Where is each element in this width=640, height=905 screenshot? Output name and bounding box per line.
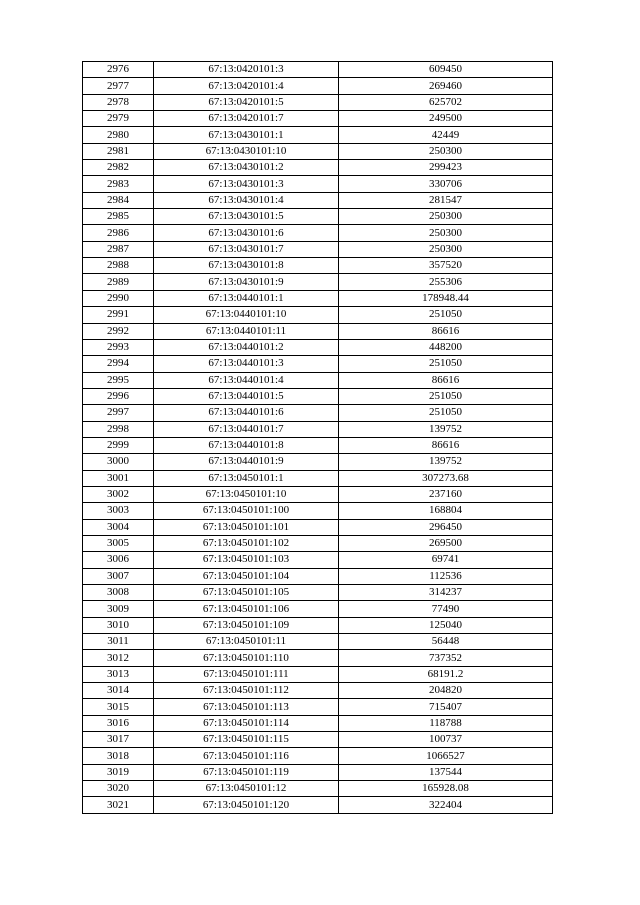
- value-cell: 100737: [339, 732, 553, 748]
- table-row: [83, 176, 553, 192]
- value-cell: 296450: [339, 519, 553, 535]
- cadastral-value-table: [82, 61, 553, 814]
- table-row: [83, 552, 553, 568]
- cadastral-number-cell: 67:13:0450101:102: [154, 535, 339, 551]
- value-cell: 269500: [339, 535, 553, 551]
- table-row: [83, 585, 553, 601]
- table-row: [83, 764, 553, 780]
- cadastral-number-cell: 67:13:0450101:114: [154, 715, 339, 731]
- value-cell: 139752: [339, 454, 553, 470]
- table-row: [83, 601, 553, 617]
- row-number-cell: 3015: [83, 699, 154, 715]
- value-cell: 448200: [339, 339, 553, 355]
- table-row: [83, 519, 553, 535]
- table-row: [83, 388, 553, 404]
- value-cell: 322404: [339, 797, 553, 813]
- row-number-cell: 2999: [83, 437, 154, 453]
- cadastral-number-cell: 67:13:0450101:11: [154, 634, 339, 650]
- row-number-cell: 2998: [83, 421, 154, 437]
- value-cell: 625702: [339, 94, 553, 110]
- row-number-cell: 2986: [83, 225, 154, 241]
- value-cell: 250300: [339, 225, 553, 241]
- value-cell: 251050: [339, 356, 553, 372]
- value-cell: 118788: [339, 715, 553, 731]
- cadastral-number-cell: 67:13:0450101:119: [154, 764, 339, 780]
- cadastral-number-cell: 67:13:0420101:3: [154, 62, 339, 78]
- value-cell: 165928.08: [339, 781, 553, 797]
- value-cell: 251050: [339, 388, 553, 404]
- cadastral-number-cell: 67:13:0440101:5: [154, 388, 339, 404]
- table-row: [83, 160, 553, 176]
- cadastral-number-cell: 67:13:0450101:110: [154, 650, 339, 666]
- value-cell: 281547: [339, 192, 553, 208]
- table-row: [83, 535, 553, 551]
- value-cell: 299423: [339, 160, 553, 176]
- row-number-cell: 2978: [83, 94, 154, 110]
- cadastral-number-cell: 67:13:0440101:8: [154, 437, 339, 453]
- value-cell: 86616: [339, 372, 553, 388]
- value-cell: 307273.68: [339, 470, 553, 486]
- cadastral-number-cell: 67:13:0430101:4: [154, 192, 339, 208]
- table-row: [83, 454, 553, 470]
- cadastral-number-cell: 67:13:0450101:101: [154, 519, 339, 535]
- row-number-cell: 3010: [83, 617, 154, 633]
- table-row: [83, 111, 553, 127]
- cadastral-number-cell: 67:13:0450101:106: [154, 601, 339, 617]
- cadastral-number-cell: 67:13:0440101:11: [154, 323, 339, 339]
- cadastral-number-cell: 67:13:0440101:4: [154, 372, 339, 388]
- row-number-cell: 3001: [83, 470, 154, 486]
- cadastral-number-cell: 67:13:0440101:9: [154, 454, 339, 470]
- table-row: [83, 241, 553, 257]
- value-cell: 125040: [339, 617, 553, 633]
- value-cell: 139752: [339, 421, 553, 437]
- value-cell: 204820: [339, 683, 553, 699]
- row-number-cell: 2991: [83, 307, 154, 323]
- value-cell: 42449: [339, 127, 553, 143]
- table-row: [83, 617, 553, 633]
- row-number-cell: 3016: [83, 715, 154, 731]
- table-row: [83, 94, 553, 110]
- row-number-cell: 2993: [83, 339, 154, 355]
- row-number-cell: 3018: [83, 748, 154, 764]
- value-cell: 314237: [339, 585, 553, 601]
- cadastral-number-cell: 67:13:0450101:112: [154, 683, 339, 699]
- row-number-cell: 3020: [83, 781, 154, 797]
- cadastral-number-cell: 67:13:0450101:104: [154, 568, 339, 584]
- row-number-cell: 2981: [83, 143, 154, 159]
- table-body: [83, 62, 553, 814]
- cadastral-number-cell: 67:13:0420101:5: [154, 94, 339, 110]
- cadastral-number-cell: 67:13:0450101:109: [154, 617, 339, 633]
- value-cell: 251050: [339, 307, 553, 323]
- table-row: [83, 715, 553, 731]
- cadastral-number-cell: 67:13:0430101:1: [154, 127, 339, 143]
- cadastral-number-cell: 67:13:0450101:111: [154, 666, 339, 682]
- cadastral-number-cell: 67:13:0430101:3: [154, 176, 339, 192]
- value-cell: 1066527: [339, 748, 553, 764]
- cadastral-number-cell: 67:13:0450101:12: [154, 781, 339, 797]
- row-number-cell: 3005: [83, 535, 154, 551]
- row-number-cell: 2985: [83, 209, 154, 225]
- value-cell: 178948.44: [339, 290, 553, 306]
- table-row: [83, 339, 553, 355]
- row-number-cell: 2990: [83, 290, 154, 306]
- cadastral-number-cell: 67:13:0440101:6: [154, 405, 339, 421]
- cadastral-number-cell: 67:13:0450101:120: [154, 797, 339, 813]
- table-row: [83, 748, 553, 764]
- value-cell: 68191.2: [339, 666, 553, 682]
- row-number-cell: 2989: [83, 274, 154, 290]
- value-cell: 69741: [339, 552, 553, 568]
- row-number-cell: 3014: [83, 683, 154, 699]
- row-number-cell: 2984: [83, 192, 154, 208]
- row-number-cell: 3019: [83, 764, 154, 780]
- table-row: [83, 405, 553, 421]
- cadastral-number-cell: 67:13:0450101:10: [154, 486, 339, 502]
- row-number-cell: 3011: [83, 634, 154, 650]
- value-cell: 237160: [339, 486, 553, 502]
- cadastral-number-cell: 67:13:0430101:7: [154, 241, 339, 257]
- table-row: [83, 683, 553, 699]
- table-row: [83, 78, 553, 94]
- row-number-cell: 3007: [83, 568, 154, 584]
- cadastral-number-cell: 67:13:0430101:9: [154, 274, 339, 290]
- value-cell: 330706: [339, 176, 553, 192]
- value-cell: 250300: [339, 209, 553, 225]
- value-cell: 715407: [339, 699, 553, 715]
- row-number-cell: 3013: [83, 666, 154, 682]
- cadastral-number-cell: 67:13:0450101:1: [154, 470, 339, 486]
- value-cell: 269460: [339, 78, 553, 94]
- cadastral-number-cell: 67:13:0450101:113: [154, 699, 339, 715]
- value-cell: 86616: [339, 437, 553, 453]
- row-number-cell: 2996: [83, 388, 154, 404]
- value-cell: 251050: [339, 405, 553, 421]
- row-number-cell: 2992: [83, 323, 154, 339]
- cadastral-number-cell: 67:13:0440101:7: [154, 421, 339, 437]
- table-row: [83, 62, 553, 78]
- value-cell: 56448: [339, 634, 553, 650]
- table-row: [83, 797, 553, 813]
- cadastral-number-cell: 67:13:0430101:8: [154, 258, 339, 274]
- row-number-cell: 2997: [83, 405, 154, 421]
- cadastral-number-cell: 67:13:0440101:10: [154, 307, 339, 323]
- row-number-cell: 3021: [83, 797, 154, 813]
- value-cell: 250300: [339, 241, 553, 257]
- table-row: [83, 421, 553, 437]
- table-row: [83, 781, 553, 797]
- table-row: [83, 372, 553, 388]
- cadastral-number-cell: 67:13:0440101:2: [154, 339, 339, 355]
- cadastral-number-cell: 67:13:0430101:6: [154, 225, 339, 241]
- row-number-cell: 2977: [83, 78, 154, 94]
- table-row: [83, 274, 553, 290]
- table-row: [83, 650, 553, 666]
- row-number-cell: 3003: [83, 503, 154, 519]
- value-cell: 77490: [339, 601, 553, 617]
- value-cell: 86616: [339, 323, 553, 339]
- row-number-cell: 2976: [83, 62, 154, 78]
- value-cell: 737352: [339, 650, 553, 666]
- cadastral-number-cell: 67:13:0420101:7: [154, 111, 339, 127]
- cadastral-number-cell: 67:13:0450101:103: [154, 552, 339, 568]
- row-number-cell: 2987: [83, 241, 154, 257]
- table-row: [83, 127, 553, 143]
- table-row: [83, 437, 553, 453]
- value-cell: 357520: [339, 258, 553, 274]
- table-row: [83, 192, 553, 208]
- table-row: [83, 209, 553, 225]
- cadastral-number-cell: 67:13:0430101:10: [154, 143, 339, 159]
- table-row: [83, 258, 553, 274]
- table-row: [83, 307, 553, 323]
- table-row: [83, 732, 553, 748]
- row-number-cell: 3004: [83, 519, 154, 535]
- cadastral-number-cell: 67:13:0450101:100: [154, 503, 339, 519]
- row-number-cell: 2982: [83, 160, 154, 176]
- value-cell: 249500: [339, 111, 553, 127]
- value-cell: 137544: [339, 764, 553, 780]
- row-number-cell: 2979: [83, 111, 154, 127]
- row-number-cell: 3017: [83, 732, 154, 748]
- table-row: [83, 699, 553, 715]
- table-row: [83, 568, 553, 584]
- value-cell: 609450: [339, 62, 553, 78]
- cadastral-number-cell: 67:13:0440101:3: [154, 356, 339, 372]
- row-number-cell: 3009: [83, 601, 154, 617]
- row-number-cell: 3000: [83, 454, 154, 470]
- table-row: [83, 225, 553, 241]
- cadastral-number-cell: 67:13:0450101:105: [154, 585, 339, 601]
- table-row: [83, 290, 553, 306]
- value-cell: 112536: [339, 568, 553, 584]
- table-row: [83, 666, 553, 682]
- cadastral-number-cell: 67:13:0430101:5: [154, 209, 339, 225]
- cadastral-number-cell: 67:13:0420101:4: [154, 78, 339, 94]
- cadastral-number-cell: 67:13:0430101:2: [154, 160, 339, 176]
- row-number-cell: 3012: [83, 650, 154, 666]
- table-row: [83, 356, 553, 372]
- table-row: [83, 634, 553, 650]
- row-number-cell: 2988: [83, 258, 154, 274]
- row-number-cell: 3002: [83, 486, 154, 502]
- value-cell: 255306: [339, 274, 553, 290]
- cadastral-number-cell: 67:13:0450101:116: [154, 748, 339, 764]
- row-number-cell: 2995: [83, 372, 154, 388]
- cadastral-number-cell: 67:13:0440101:1: [154, 290, 339, 306]
- value-cell: 168804: [339, 503, 553, 519]
- row-number-cell: 2994: [83, 356, 154, 372]
- row-number-cell: 2983: [83, 176, 154, 192]
- row-number-cell: 2980: [83, 127, 154, 143]
- value-cell: 250300: [339, 143, 553, 159]
- table-row: [83, 323, 553, 339]
- row-number-cell: 3008: [83, 585, 154, 601]
- row-number-cell: 3006: [83, 552, 154, 568]
- table-row: [83, 143, 553, 159]
- table-row: [83, 486, 553, 502]
- cadastral-number-cell: 67:13:0450101:115: [154, 732, 339, 748]
- table-row: [83, 503, 553, 519]
- table-row: [83, 470, 553, 486]
